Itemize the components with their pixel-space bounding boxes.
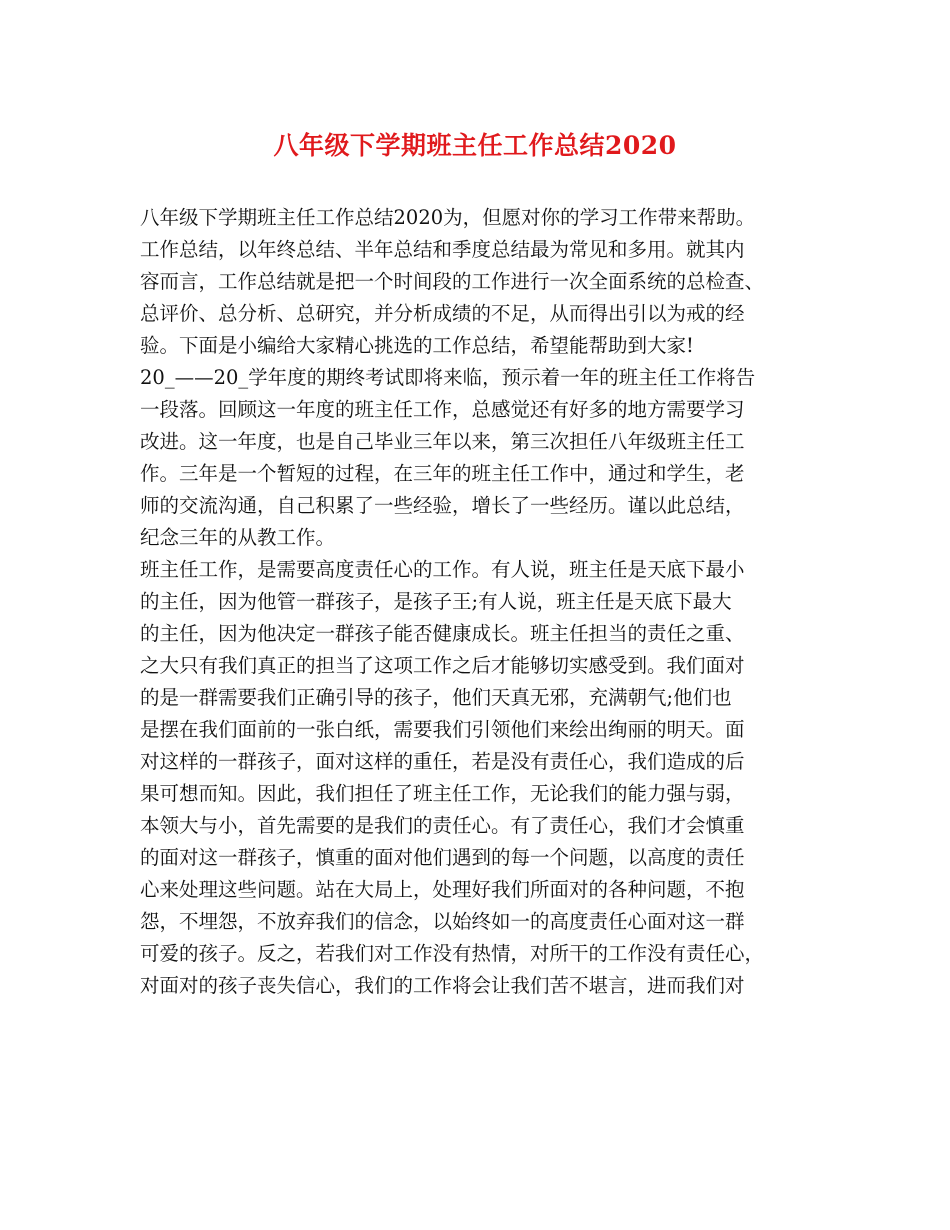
- body-line: 可爱的孩子。反之，若我们对工作没有热情，对所干的工作没有责任心，: [140, 942, 765, 965]
- body-line: 改进。这一年度，也是自己毕业三年以来，第三次担任八年级班主任工: [140, 430, 745, 453]
- body-line: 八年级下学期班主任工作总结2020为，但愿对你的学习工作带来帮助。: [140, 206, 756, 229]
- body-line: 的是一群需要我们正确引导的孩子，他们天真无邪，充满朝气;他们也: [140, 686, 732, 709]
- body-line: 容而言，工作总结就是把一个时间段的工作进行一次全面系统的总检查、: [140, 270, 765, 293]
- body-line: 本领大与小，首先需要的是我们的责任心。有了责任心，我们才会慎重: [140, 814, 745, 837]
- body-line: 的面对这一群孩子，慎重的面对他们遇到的每一个问题，以高度的责任: [140, 846, 745, 869]
- body-line: 验。下面是小编给大家精心挑选的工作总结，希望能帮助到大家!: [140, 334, 694, 357]
- body-line: 的主任，因为他决定一群孩子能否健康成长。班主任担当的责任之重、: [140, 622, 745, 645]
- body-line: 师的交流沟通，自己积累了一些经验，增长了一些经历。谨以此总结，: [140, 494, 745, 517]
- body-line: 班主任工作，是需要高度责任心的工作。有人说，班主任是天底下最小: [140, 558, 745, 581]
- body-line: 之大只有我们真正的担当了这项工作之后才能够切实感受到。我们面对: [140, 654, 745, 677]
- body-line: 纪念三年的从教工作。: [140, 526, 336, 549]
- body-line: 一段落。回顾这一年度的班主任工作，总感觉还有好多的地方需要学习: [140, 398, 745, 421]
- body-line: 作。三年是一个暂短的过程，在三年的班主任工作中，通过和学生，老: [140, 462, 745, 485]
- body-line: 对面对的孩子丧失信心，我们的工作将会让我们苦不堪言，进而我们对: [140, 974, 745, 997]
- document-title: 八年级下学期班主任工作总结2020: [273, 131, 677, 160]
- body-line: 对这样的一群孩子，面对这样的重任，若是没有责任心，我们造成的后: [140, 750, 745, 773]
- body-line: 怨，不埋怨，不放弃我们的信念，以始终如一的高度责任心面对这一群: [140, 910, 745, 933]
- body-line: 的主任，因为他管一群孩子，是孩子王;有人说，班主任是天底下最大: [140, 590, 732, 613]
- body-line: 心来处理这些问题。站在大局上，处理好我们所面对的各种问题，不抱: [140, 878, 745, 901]
- body-line: 总评价、总分析、总研究，并分析成绩的不足，从而得出引以为戒的经: [140, 302, 745, 325]
- body-line: 20_——20_学年度的期终考试即将来临，预示着一年的班主任工作将告: [140, 366, 756, 389]
- body-line: 是摆在我们面前的一张白纸，需要我们引领他们来绘出绚丽的明天。面: [140, 718, 745, 741]
- document-body: [140, 202, 820, 1002]
- body-line: 果可想而知。因此，我们担任了班主任工作，无论我们的能力强与弱，: [140, 782, 745, 805]
- body-line: 工作总结，以年终总结、半年总结和季度总结最为常见和多用。就其内: [140, 238, 745, 261]
